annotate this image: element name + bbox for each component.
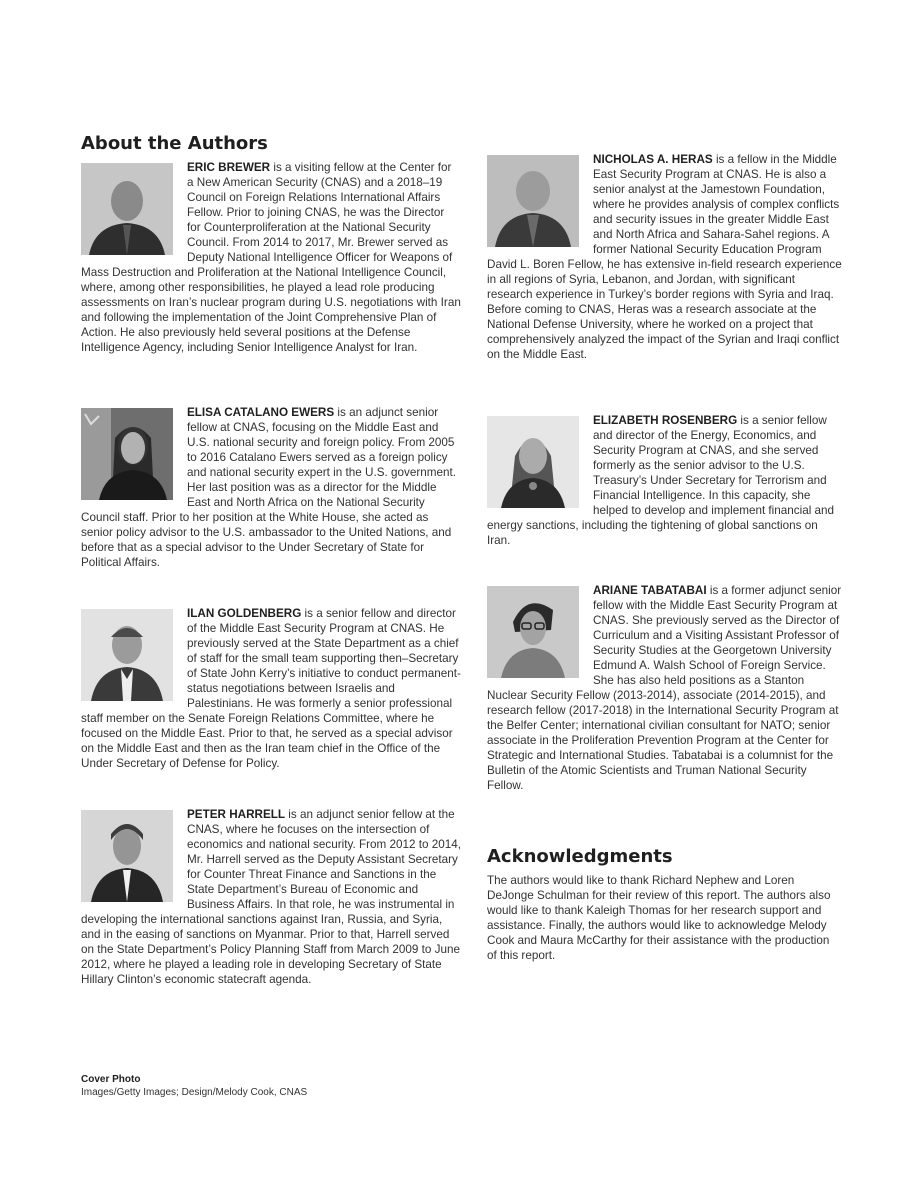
author-bio-text: is an adjunct senior fellow at CNAS, focusing on the Middle East and U.S. national security and foreign policy. From 2005 to 2016 Catalano Ewers served as a foreign policy and national security expert in the U.S. government. Her last position was as a director for the Middle East and North Africa on the National Security Council staff. Prior to her position at the White House, she acted as senior policy advisor to the U.S. ambassador to the United Nations, and before that as a special advisor to the Under Secretary of State for Political Affairs.: [81, 406, 456, 569]
author-bio-text: is a visiting fellow at the Center for a New American Security (CNAS) and a 2018–19 Council on Foreign Relations International Affairs Fellow. Prior to joining CNAS, he was the Director for Counterproliferation at the National Security Council. From 2014 to 2017, Mr. Brewer served as Deputy National Intelligence Officer for Weapons of Mass Destruction and Proliferation at the National Intelligence Council, where, among other responsibilities, he played a lead role producing assessments on Iran’s nuclear program during U.S. negotiations with Iran and following the implementation of the Joint Comprehensive Plan of Action. He also previously held several positions at the Defense Intelligence Agency, including Senior Intelligence Analyst for Iran.: [81, 161, 461, 354]
author-bio-text: is a senior fellow and director of the Energy, Economics, and Security Program at CNAS, and she served formerly as the senior advisor to the U.S. Treasury’s Under Secretary for Terrorism and Financial Intelligence. In this capacity, she helped to develop and implement financial and energy sanctions, including the tightening of global sanctions on Iran.: [487, 414, 835, 547]
cover-photo-label: Cover Photo: [81, 1074, 141, 1085]
acknowledgments-heading: Acknowledgments: [487, 846, 673, 867]
author-name: ARIANE TABATABAI: [593, 584, 707, 597]
bio-eric-brewer: [81, 160, 461, 355]
author-name: ERIC BREWER: [187, 161, 271, 174]
bio-peter-harrell: [81, 807, 461, 987]
author-name: ELISA CATALANO EWERS: [187, 406, 335, 419]
author-photo-ewers: [81, 408, 173, 500]
cover-photo-credit: [81, 1073, 307, 1099]
author-photo-harrell: [81, 810, 173, 902]
author-photo-heras: [487, 155, 579, 247]
author-name: NICHOLAS A. HERAS: [593, 153, 713, 166]
author-name: ILAN GOLDENBERG: [187, 607, 302, 620]
author-name: PETER HARRELL: [187, 808, 286, 821]
bio-nicholas-heras: [487, 152, 842, 362]
author-photo-brewer: [81, 163, 173, 255]
author-bio-text: is an adjunct senior fellow at the CNAS, where he focuses on the intersection of economics and national security. From 2012 to 2014, Mr. Harrell served as the Deputy Assistant Secretary for Counter Threat Finance and Sanctions in the State Department’s Bureau of Economic and Business Affairs. In that role, he was instrumental in developing the international sanctions against Iran, Russia, and Syria, and in the easing of sanctions on Myanmar. Prior to that, Harrell served on the State Department’s Policy Planning Staff from March 2009 to June 2012, where he played a leading role in developing Secretary of State Hillary Clinton’s economic statecraft agenda.: [81, 808, 461, 986]
author-bio-text: is a senior fellow and director of the Middle East Security Program at CNAS. He previously served at the State Department as a chief of staff for the small team supporting then–Secretary of State John Kerry’s initiative to conduct permanent-status negotiations between Israelis and Palestinians. He was formerly a senior professional staff member on the Senate Foreign Relations Committee, where he focused on the Middle East. Prior to that, he served as a special advisor on the Middle East and then as the Iran team chief in the Office of the Under Secretary of Defense for Policy.: [81, 607, 461, 770]
author-photo-tabatabai: [487, 586, 579, 678]
bio-ariane-tabatabai: [487, 583, 842, 793]
bio-elizabeth-rosenberg: [487, 413, 842, 548]
author-bio-text: is a fellow in the Middle East Security Program at CNAS. He is also a senior analyst at the Jamestown Foundation, where he provides analysis of complex conflicts and security issues in the greater Middle East and North Africa and Sahara-Sahel regions. A former National Security Education Program David L. Boren Fellow, he has extensive in-field research experience in all regions of Syria, Lebanon, and Jordan, with significant research experience in Turkey’s border regions with Syria and Iraq. Before coming to CNAS, Heras was a research associate at the National Defense University, where he worked on a project that comprehensively analyzed the impact of the Syrian and Iraqi conflict on the Middle East.: [487, 153, 842, 361]
author-photo-goldenberg: [81, 609, 173, 701]
bio-ilan-goldenberg: [81, 606, 461, 771]
author-bio-text: is a former adjunct senior fellow with the Middle East Security Program at CNAS. She previously served as the Director of Curriculum and a Visiting Assistant Professor of Security Studies at the Georgetown University Edmund A. Walsh School of Foreign Service. She has also held positions as a Stanton Nuclear Security Fellow (2013-2014), associate (2014-2015), and research fellow (2017-2018) in the International Security Program at the Belfer Center; international civilian consultant for NATO; senior associate in the Proliferation Prevention Program at the Center for Strategic and International Studies. Tabatabai is a columnist for the Bulletin of the Atomic Scientists and Truman National Security Fellow.: [487, 584, 842, 792]
cover-photo-credit-text: Images/Getty Images; Design/Melody Cook, CNAS: [81, 1087, 308, 1098]
bio-elisa-catalano-ewers: [81, 405, 461, 570]
acknowledgments-text: The authors would like to thank Richard Nephew and Loren DeJonge Schulman for their review of this report. The authors also would like to thank Kaleigh Thomas for her research support and assistance. Finally, the authors would like to acknowledge Melody Cook and Maura McCarthy for their assistance with the production of this report.: [487, 874, 831, 962]
author-name: ELIZABETH ROSENBERG: [593, 414, 738, 427]
author-photo-rosenberg: [487, 416, 579, 508]
about-authors-heading: About the Authors: [81, 133, 268, 154]
